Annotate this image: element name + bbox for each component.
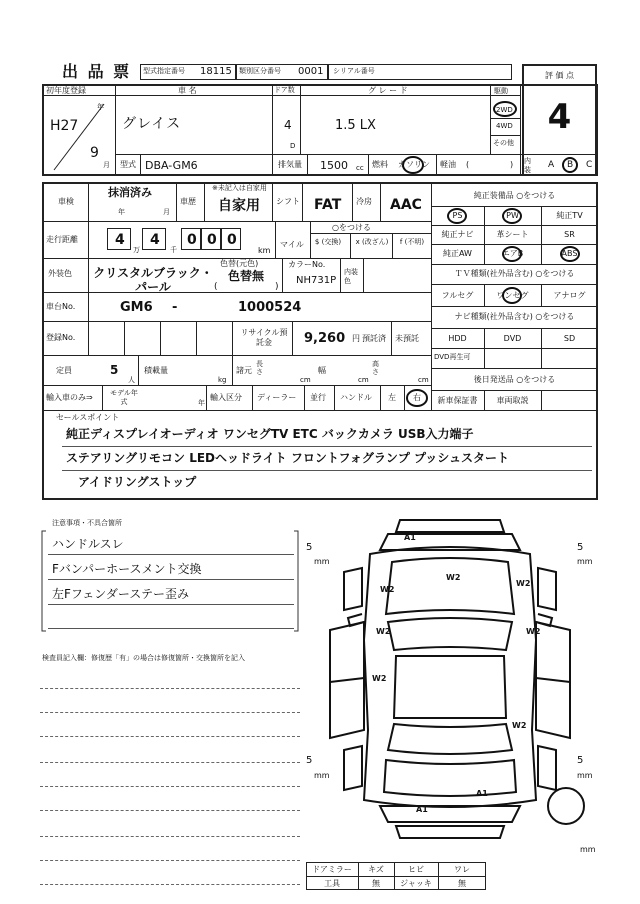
- navi-type-label: ナビ種類(社外品含む) ○をつける: [454, 312, 575, 321]
- mark-w2-right-rear: W2: [512, 721, 527, 730]
- color-no-label: カラーNo.: [288, 260, 326, 269]
- handle-label: ハンドル: [340, 393, 372, 402]
- recycle-paid: 預託済: [362, 334, 386, 343]
- page-title: 出 品 票: [62, 62, 132, 81]
- mark-w2-left-rear: W2: [372, 674, 387, 683]
- note-line-2: Fバンパーホースメント交換: [52, 562, 202, 576]
- doors-label: ドア数: [274, 86, 295, 94]
- tread-fr-unit: mm: [577, 557, 593, 566]
- later-manual: 車両取説: [496, 396, 529, 405]
- mileage-opt-exchange: $ (交換): [314, 238, 342, 246]
- model-code-label: 型式指定番号: [143, 67, 185, 75]
- drive-2wd-circle: [493, 101, 517, 117]
- car-name-value: グレイス: [122, 116, 182, 132]
- equip-genuine-aw: 純正AW: [443, 249, 472, 258]
- history-label: 車歴: [180, 197, 196, 206]
- recycle-amount: 9,260: [304, 331, 346, 346]
- tread-fl-value: 5: [306, 542, 313, 553]
- class-code-label: 類別区分番号: [239, 67, 281, 75]
- repaint-paren-open: (: [214, 282, 218, 292]
- recycle-unit: 円: [352, 334, 360, 343]
- repaint-value: 色替無: [228, 269, 265, 283]
- mileage-label: 走行距離: [46, 235, 78, 244]
- class-code-value: 0001: [298, 66, 324, 77]
- displacement-unit: cc: [356, 164, 364, 172]
- tread-rr-unit: mm: [577, 771, 593, 780]
- length-label: 長さ: [256, 360, 263, 376]
- mileage-km: km: [258, 246, 271, 255]
- equip-ps: PS: [452, 211, 463, 220]
- tread-rl-value: 5: [306, 755, 313, 766]
- import-label: 輸入車のみ⇒: [46, 393, 93, 402]
- navi-hdd: HDD: [448, 334, 467, 343]
- tread-fl-unit: mm: [314, 557, 330, 566]
- repaint-paren-close: ): [275, 282, 279, 292]
- equip-airbag-circle: [502, 246, 522, 262]
- ac-value: AAC: [390, 197, 422, 213]
- chassis-prefix: GM6: [120, 300, 153, 315]
- tread-spare-unit: mm: [580, 845, 596, 854]
- navi-dvd: DVD: [503, 334, 522, 343]
- color-label: 外装色: [48, 269, 72, 278]
- inspection-month-unit: 月: [163, 208, 170, 216]
- height-cm: cm: [418, 376, 429, 384]
- handle-right: 右: [413, 393, 421, 402]
- equip-sr: SR: [564, 230, 575, 239]
- later-shipment-label: 後日発送品 ○をつける: [473, 375, 556, 384]
- navi-sd: SD: [563, 334, 576, 343]
- equip-pw: PW: [506, 211, 519, 220]
- tv-analog: アナログ: [553, 291, 586, 300]
- inspector-label: 検査員記入欄：修復歴「有」の場合は修復箇所・交換箇所を記入: [42, 654, 245, 662]
- height-label: 高さ: [372, 360, 379, 376]
- import-parallel: 並行: [310, 393, 326, 402]
- mileage-mark-label: ○をつける: [332, 223, 371, 232]
- dvd-playback-label: DVD再生可: [434, 353, 471, 361]
- tread-rl-unit: mm: [314, 771, 330, 780]
- mark-w2-right-front: W2: [516, 579, 531, 588]
- sales-point-line-2: ステアリングリモコン LEDヘッドライト フロントフォグランプ プッシュスタート: [66, 451, 509, 465]
- doors-value: 4: [284, 118, 292, 132]
- equip-leather: 革シート: [496, 230, 529, 239]
- displacement-label: 排気量: [278, 160, 302, 169]
- recycle-unpaid: 未預託: [395, 334, 419, 343]
- chassis-number: 1000524: [238, 300, 302, 315]
- history-value: 自家用: [218, 198, 260, 214]
- footer-jack: ジャッキ: [400, 879, 432, 888]
- serial-label: シリアル番号: [333, 67, 375, 75]
- fuel-label: 燃料: [372, 160, 388, 169]
- fuel-gasoline: ガソリン: [398, 160, 430, 169]
- handle-right-circle: [406, 389, 428, 407]
- shift-label: シフト: [276, 197, 300, 206]
- interior-b-circle: [562, 157, 578, 173]
- fuel-diesel: 軽油: [440, 160, 456, 169]
- recycle-label: リサイクル預託金: [240, 328, 288, 347]
- handle-left: 左: [388, 393, 396, 402]
- width-cm: cm: [358, 376, 369, 384]
- fuel-gasoline-circle: [402, 156, 424, 174]
- type-label: 型式: [120, 160, 136, 169]
- width-label: 幅: [318, 366, 326, 375]
- color-no-value: NH731P: [296, 275, 337, 286]
- interior-label: 内装: [524, 157, 531, 174]
- length-cm: cm: [300, 376, 311, 384]
- mileage-opt-unknown: f (不明): [399, 238, 425, 246]
- doors-unit: D: [290, 142, 296, 150]
- mileage-digit-3: 0: [187, 232, 197, 248]
- tread-fr-value: 5: [577, 542, 584, 553]
- model-year-label: モデル年式: [110, 389, 138, 406]
- mark-w2-left-front: W2: [380, 585, 395, 594]
- tv-fullseg: フルセグ: [441, 291, 474, 300]
- footer-tools-value: 無: [372, 879, 380, 888]
- load-label: 積載量: [144, 366, 168, 375]
- mark-a1-rear-bumper: A1: [476, 789, 488, 798]
- import-class-label: 輸入区分: [210, 393, 242, 402]
- footer-scratch: キズ: [368, 865, 384, 874]
- first-reg-month: 9: [90, 145, 99, 161]
- first-reg-year: H27: [50, 118, 79, 134]
- score-label: 評 価 点: [544, 71, 575, 80]
- footer-door-mirror: ドアミラー: [312, 865, 352, 874]
- shift-value: FAT: [314, 197, 342, 213]
- score-value: 4: [547, 97, 572, 137]
- mileage-opt-mile: マイル: [280, 240, 304, 249]
- chassis-dash: -: [172, 300, 178, 315]
- grade-label: グ レ ー ド: [368, 86, 408, 95]
- tv-oneseg-circle: [502, 287, 522, 304]
- capacity-unit: 人: [128, 376, 135, 384]
- ac-label: 冷房: [356, 197, 372, 206]
- interior-b: B: [567, 160, 574, 170]
- interior-color-label: 内装色: [344, 268, 358, 285]
- load-unit: kg: [218, 376, 227, 384]
- interior-a: A: [548, 160, 555, 170]
- tv-type-label: ＴＶ種類(社外品含む) ○をつける: [454, 269, 575, 278]
- sales-point-line-1: 純正ディスプレイオーディオ ワンセグTV ETC バックカメラ USB入力端子: [66, 427, 474, 441]
- dims-label: 諸元: [236, 366, 252, 375]
- drive-label: 駆動: [494, 87, 508, 95]
- equip-pw-circle: [502, 208, 522, 224]
- displacement-value: 1500: [320, 159, 348, 172]
- type-value: DBA-GM6: [145, 159, 198, 172]
- note-line-1: ハンドルスレ: [52, 537, 124, 551]
- mileage-sen: 千: [170, 246, 177, 254]
- equip-genuine-tv: 純正TV: [556, 211, 583, 220]
- fuel-paren-close: ): [510, 160, 514, 169]
- tread-rr-value: 5: [577, 755, 584, 766]
- drive-other: その他: [493, 139, 514, 147]
- car-name-label: 車 名: [178, 86, 197, 95]
- car-damage-diagram: [300, 510, 600, 850]
- interior-c: C: [586, 160, 593, 170]
- equip-ps-circle: [447, 208, 467, 224]
- mileage-man: 万: [133, 246, 140, 254]
- equipment-label: 純正装備品 ○をつける: [473, 191, 556, 200]
- month-unit: 月: [103, 161, 110, 169]
- note-line-3: 左Fフェンダーステー歪み: [52, 587, 189, 601]
- fuel-paren-open: (: [466, 160, 470, 169]
- inspection-year-unit: 年: [118, 208, 125, 216]
- mileage-digit-1: 4: [115, 232, 125, 248]
- chassis-label: 車台No.: [46, 302, 76, 311]
- inspection-value: 抹消済み: [108, 186, 152, 199]
- footer-crack: ヒビ: [408, 865, 424, 874]
- footer-break: ワレ: [454, 865, 470, 874]
- drive-2wd: 2WD: [496, 106, 513, 114]
- drive-4wd: 4WD: [496, 122, 513, 130]
- mark-w2-hood: W2: [446, 573, 461, 582]
- equip-abs-circle: [560, 246, 580, 262]
- capacity-label: 定員: [56, 366, 72, 375]
- history-note: ※未記入は自家用: [212, 184, 267, 192]
- footer-jack-value: 無: [458, 879, 466, 888]
- equip-genuine-navi: 純正ナビ: [441, 230, 474, 239]
- mark-a1-rear: A1: [416, 805, 428, 814]
- inspection-label: 車検: [58, 197, 74, 206]
- footer-tools: 工具: [324, 879, 340, 888]
- sales-point-line-3: アイドリングストップ: [78, 475, 197, 489]
- equip-abs: ABS: [561, 249, 578, 258]
- tv-oneseg: ワンセグ: [496, 291, 529, 300]
- year-unit: 年: [97, 103, 104, 111]
- registration-label: 登録No.: [46, 333, 76, 342]
- mark-w2-left-door: W2: [376, 627, 391, 636]
- mark-a1-front: A1: [404, 533, 416, 542]
- mileage-opt-tampered: x (改ざん): [355, 238, 389, 246]
- repaint-label: 色替(元色): [220, 259, 259, 268]
- grade-value: 1.5 LX: [335, 118, 376, 133]
- model-year-unit: 年: [198, 399, 205, 407]
- equip-airbag: エアB: [501, 249, 524, 258]
- notes-label: 注意事項・不具合箇所: [52, 519, 122, 527]
- mileage-digit-4: 0: [207, 232, 217, 248]
- model-code-value: 18115: [200, 66, 232, 77]
- mark-w2-right-door: W2: [526, 627, 541, 636]
- mileage-digit-5: 0: [227, 232, 237, 248]
- mileage-digit-2: 4: [150, 232, 160, 248]
- color-value: クリスタルブラック・パール: [93, 266, 213, 294]
- capacity-value: 5: [110, 363, 119, 377]
- first-reg-label: 初年度登録: [46, 86, 86, 95]
- import-dealer: ディーラー: [257, 393, 297, 402]
- later-warranty: 新車保証書: [437, 396, 478, 405]
- sales-points-label: セールスポイント: [56, 413, 120, 422]
